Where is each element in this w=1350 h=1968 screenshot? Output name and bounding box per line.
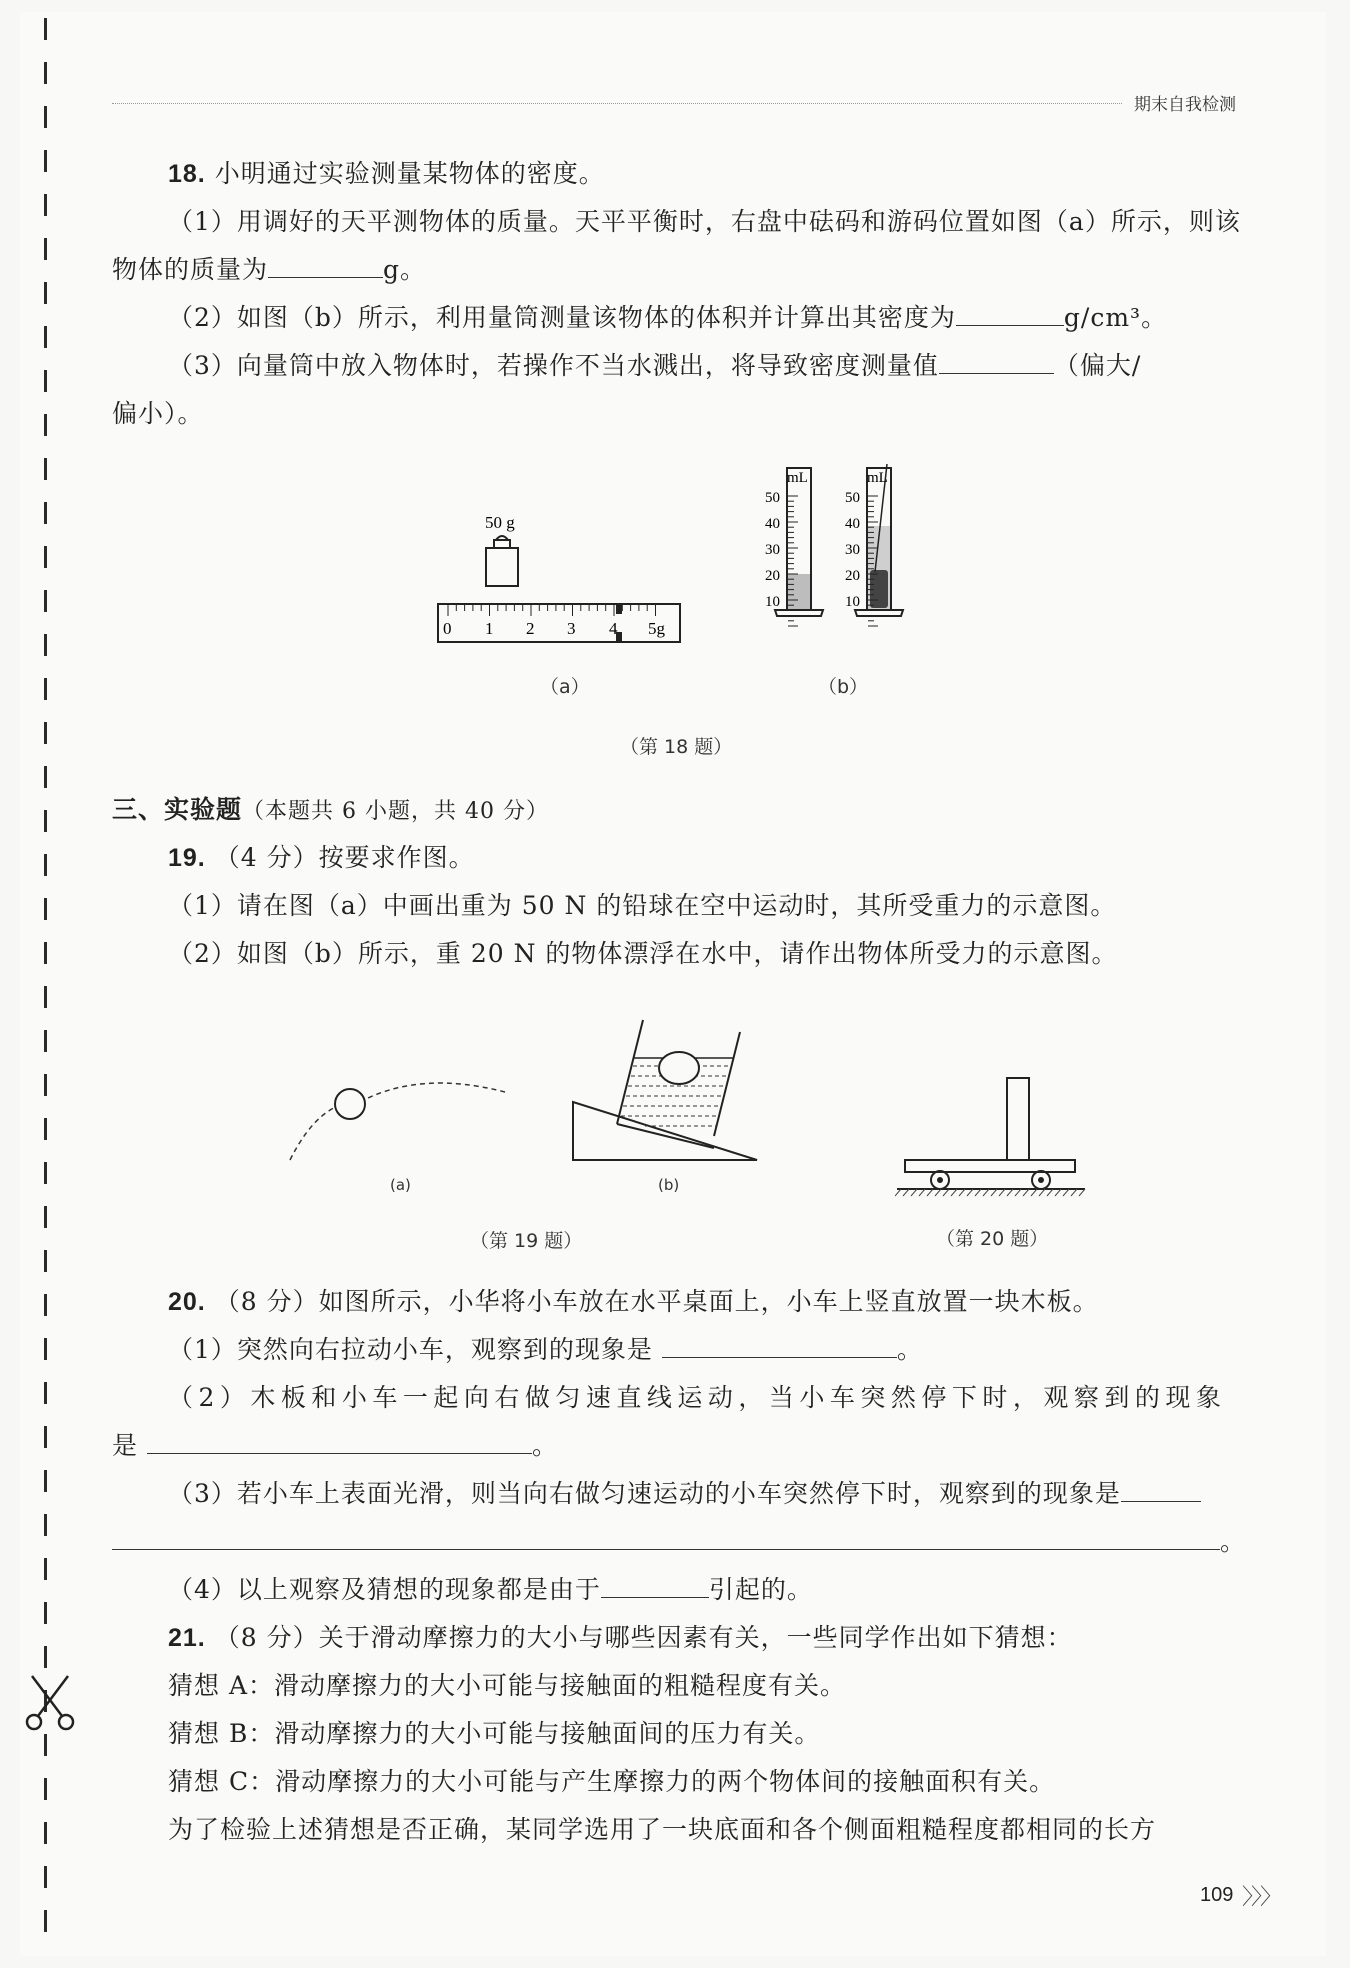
q20-part2-cont — [112, 1430, 558, 1462]
cylinder-unit-a: mL — [787, 470, 808, 486]
section-3-title: 三、实验题 — [112, 795, 243, 824]
scissors-icon — [22, 1672, 78, 1738]
weight-50g — [486, 536, 518, 586]
next-page-arrows-icon: 〉〉〉 — [1242, 1885, 1281, 1910]
tick-a-30: 30 — [765, 542, 780, 558]
figure-19a-shot-put — [280, 1060, 510, 1190]
tick-b-30: 30 — [845, 542, 860, 558]
figure-18b-cylinders — [755, 462, 925, 662]
scale-label-5: 5g — [648, 619, 665, 638]
q21-guess-b: 猜想 B：滑动摩擦力的大小可能与接触面间的压力有关。 — [168, 1719, 821, 1748]
q18-part3-cont: 偏小）。 — [112, 399, 204, 428]
q18-part3 — [168, 350, 1141, 382]
figure-18b-label: （b） — [818, 676, 869, 698]
tick-b-50: 50 — [845, 490, 860, 506]
q20-part4-text: （4）以上观察及猜想的现象都是由于 — [168, 1575, 601, 1604]
section-3-note: （本题共 6 小题，共 40 分） — [242, 799, 549, 824]
floating-object — [659, 1052, 699, 1084]
q21-number: 21. — [168, 1624, 206, 1652]
answer-blank-q20-2[interactable] — [147, 1431, 532, 1454]
q18-part2-text: （2）如图（b）所示，利用量筒测量该物体的体积并计算出其密度为 — [168, 303, 956, 332]
wooden-board — [1007, 1078, 1029, 1160]
q18-number: 18. — [168, 160, 206, 188]
q20-part2-text: 是 — [112, 1431, 139, 1460]
cylinder-unit-b: mL — [867, 470, 888, 486]
cylinder-with-object — [845, 464, 903, 626]
q18-part1: （1）用调好的天平测物体的质量。天平平衡时，右盘中砝码和游码位置如图（a）所示，则该 — [168, 207, 1241, 236]
q19-part2: （2）如图（b）所示，重 20 N 的物体漂浮在水中，请作出物体所受力的示意图。 — [168, 939, 1118, 968]
answer-blank-mass[interactable] — [268, 255, 383, 278]
page-number: 109 — [1200, 1884, 1234, 1906]
header-title: 期末自我检测 — [1134, 95, 1236, 115]
q19-part1: （1）请在图（a）中画出重为 50 N 的铅球在空中运动时，其所受重力的示意图。 — [168, 891, 1117, 920]
q18-stem — [168, 158, 605, 190]
q18-part1-text: 物体的质量为 — [112, 255, 269, 284]
q20-part4 — [168, 1574, 813, 1606]
q18-part1-unit: g。 — [383, 255, 427, 284]
q19-stem — [168, 842, 475, 874]
cut-line — [44, 18, 48, 1948]
answer-blank-q20-1[interactable] — [662, 1335, 897, 1358]
cart-top — [905, 1160, 1075, 1172]
tick-b-20: 20 — [845, 568, 860, 584]
q18-part3-text: （3）向量筒中放入物体时，若操作不当水溅出，将导致密度测量值 — [168, 351, 939, 380]
answer-blank-bias[interactable] — [939, 351, 1054, 374]
q21-guess-c: 猜想 C：滑动摩擦力的大小可能与产生摩擦力的两个物体间的接触面积有关。 — [168, 1767, 1056, 1796]
shot-put-ball — [335, 1089, 365, 1119]
figure-19a-label: (a) — [390, 1176, 411, 1194]
q20-part1-end: 。 — [896, 1335, 923, 1364]
q20-part1-text: （1）突然向右拉动小车，观察到的现象是 — [168, 1335, 653, 1364]
q20-part2-end: 。 — [531, 1431, 558, 1460]
answer-blank-q20-4[interactable] — [601, 1575, 709, 1598]
rider-marker-top — [616, 604, 622, 614]
figure-20-cart-board — [895, 1070, 1095, 1200]
tick-a-40: 40 — [765, 516, 780, 532]
q19-number: 19. — [168, 844, 206, 872]
q20-stem-text: （8 分）如图所示，小华将小车放在水平桌面上，小车上竖直放置一块木板。 — [214, 1287, 1099, 1316]
tick-a-20: 20 — [765, 568, 780, 584]
q20-part3 — [168, 1478, 1201, 1510]
q18-part2 — [168, 302, 1167, 334]
slider-scale — [438, 604, 680, 642]
scale-label-1: 1 — [485, 619, 494, 638]
q21-stem — [168, 1622, 1073, 1654]
q20-stem — [168, 1286, 1099, 1318]
section-3-heading — [112, 794, 549, 828]
q20-number: 20. — [168, 1288, 206, 1316]
scale-label-0: 0 — [443, 619, 452, 638]
tick-b-10: 10 — [845, 594, 860, 610]
figure-19b-floating-object — [565, 1010, 765, 1180]
cylinder-water-only — [765, 468, 823, 626]
q18-part2-unit: g/cm³。 — [1063, 303, 1168, 332]
scale-label-3: 3 — [567, 619, 576, 638]
answer-blank-density[interactable] — [956, 303, 1064, 326]
q20-part3-end: 。 — [1220, 1527, 1247, 1556]
tick-b-40: 40 — [845, 516, 860, 532]
answer-blank-q20-3a[interactable] — [1121, 1479, 1201, 1502]
q20-part4-end: 引起的。 — [708, 1575, 813, 1604]
q19-stem-text: （4 分）按要求作图。 — [214, 843, 475, 872]
figure-18-caption: （第 18 题） — [620, 736, 733, 758]
scale-label-4: 4 — [609, 619, 618, 638]
figure-19b-label: (b) — [658, 1176, 680, 1194]
q21-last-line: 为了检验上述猜想是否正确，某同学选用了一块底面和各个侧面粗糙程度都相同的长方 — [168, 1815, 1157, 1844]
q18-part3-options: （偏大/ — [1053, 351, 1142, 380]
figure-18a-balance — [430, 500, 690, 660]
q20-part1 — [168, 1334, 923, 1366]
q20-part3-cont — [112, 1526, 1246, 1558]
q20-part3-text: （3）若小车上表面光滑，则当向右做匀速运动的小车突然停下时，观察到的现象是 — [168, 1479, 1121, 1508]
tick-a-50: 50 — [765, 490, 780, 506]
q18-stem-text: 小明通过实验测量某物体的密度。 — [214, 159, 605, 188]
header-rule — [112, 103, 1122, 104]
figure-19-caption: （第 19 题） — [470, 1230, 583, 1252]
q20-part2: （2）木板和小车一起向右做匀速直线运动，当小车突然停下时，观察到的现象 — [168, 1383, 1227, 1412]
scale-label-2: 2 — [526, 619, 535, 638]
q21-guess-a: 猜想 A：滑动摩擦力的大小可能与接触面的粗糙程度有关。 — [168, 1671, 847, 1700]
tick-a-10: 10 — [765, 594, 780, 610]
weight-label: 50 g — [485, 513, 515, 532]
incline — [573, 1102, 757, 1160]
answer-blank-q20-3b[interactable] — [112, 1527, 1220, 1550]
figure-18a-label: （a） — [540, 676, 590, 698]
figure-20-caption: （第 20 题） — [936, 1228, 1049, 1250]
q18-part1-cont — [112, 254, 426, 286]
q21-stem-text: （8 分）关于滑动摩擦力的大小与哪些因素有关，一些同学作出如下猜想： — [214, 1623, 1073, 1652]
